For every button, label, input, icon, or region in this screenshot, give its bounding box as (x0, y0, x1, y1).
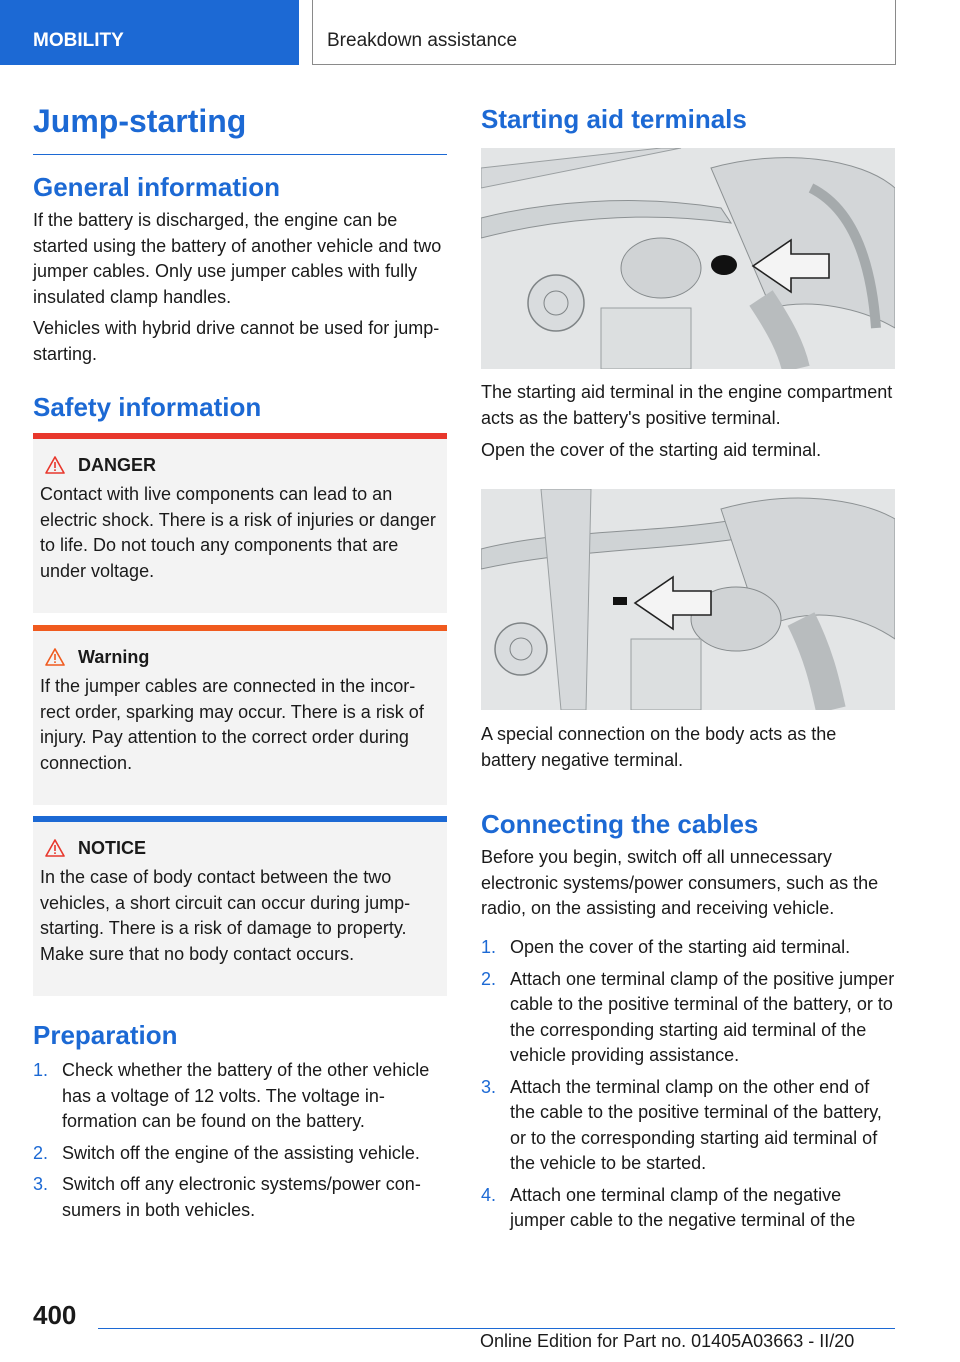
step-number: 3. (481, 1076, 497, 1097)
notice-title: NOTICE (78, 838, 147, 858)
cables-intro: Before you begin, switch off all unnecessary electronic systems/power consumers, such as the radio, on the assisting and receiving vehicle. (481, 847, 879, 918)
danger-bar (33, 433, 447, 439)
step-number: 1. (481, 937, 497, 957)
step-text: Switch off any electronic systems/power consumers in both vehicles. (62, 1174, 421, 1220)
step-text: Attach one terminal clamp of the positive jumper cable to the positive terminal of the battery, or to the corresponding starting aid terminal of the vehicle providing assistance. (510, 968, 895, 1065)
step-text: Attach the terminal clamp on the other end of the cable to the positive terminal of the battery, or to the corresponding starting aid terminal of the vehicle to be started. (510, 1076, 882, 1173)
danger-box (33, 433, 447, 613)
danger-text: Contact with live components can lead to an electric shock. There is a risk of injuries or danger to life. Do not touch any components that are under voltage. (40, 484, 436, 581)
photo2-caption: A special connection on the body acts as the battery negative terminal. (481, 724, 837, 770)
step-number: 1. (33, 1060, 49, 1080)
warning-box (33, 625, 447, 805)
preparation-steps (33, 1058, 447, 1229)
list-item (33, 1172, 447, 1223)
engine-photo-positive (481, 148, 895, 369)
photo1-caption: The starting aid terminal in the engine compartment acts as the battery's positive terminal. (481, 382, 893, 428)
engine-illustration (481, 148, 895, 369)
step-text: Open the cover of the starting aid terminal. (510, 937, 851, 957)
list-item (481, 1183, 895, 1234)
chapter-tab (312, 0, 896, 65)
notice-text: In the case of body contact between the two vehicles, a short circuit can occur during jump-starting. There is a risk of damage to property. Make sure that no body contact occurs. (40, 867, 411, 964)
preparation-heading: Preparation (33, 1020, 178, 1050)
engine-illustration (481, 489, 895, 710)
list-item (33, 1058, 447, 1135)
step-text: Attach one terminal clamp of the negative jumper cable to the negative terminal of the (510, 1184, 856, 1230)
page-title: Jump-starting (33, 103, 447, 155)
warning-triangle-icon (45, 839, 65, 857)
section-tab (0, 0, 299, 65)
list-item (481, 1075, 895, 1177)
general-heading: General information (33, 172, 281, 202)
edition-info: Online Edition for Part no. 01405A03663 - II/20 (480, 1331, 855, 1351)
general-paragraph-1: If the battery is discharged, the engine can be started using the battery of another vehicle and two jumper cables. Only use jumper cables with fully insulated clamp handles. (33, 210, 442, 307)
notice-box (33, 816, 447, 996)
warning-text: If the jumper cables are connected in the incorrect order, sparking may occur. There is a risk of injury. Pay attention to the correct order during connection. (40, 676, 424, 773)
warning-bar (33, 625, 447, 631)
general-paragraph-2: Vehicles with hybrid drive cannot be used for jump-starting. (33, 318, 440, 364)
warning-title: Warning (78, 647, 150, 667)
step-text: Switch off the engine of the assisting vehicle. (62, 1142, 420, 1163)
footer-divider (98, 1328, 895, 1329)
chapter-label: Breakdown assistance (327, 30, 518, 51)
safety-heading: Safety information (33, 392, 262, 422)
section-label: MOBILITY (33, 30, 124, 51)
list-item (481, 967, 895, 1069)
step-number: 4. (481, 1184, 497, 1205)
warning-triangle-icon (45, 456, 65, 474)
engine-photo-negative (481, 489, 895, 710)
page-number: 400 (33, 1300, 77, 1330)
terminals-heading: Starting aid terminals (481, 104, 747, 134)
step-text: Check whether the battery of the other vehicle has a voltage of 12 volts. The voltage information can be found on the battery. (62, 1060, 430, 1131)
step-number: 2. (33, 1142, 49, 1163)
danger-title: DANGER (78, 455, 157, 475)
step-number: 2. (481, 968, 497, 989)
warning-triangle-icon (45, 648, 65, 666)
list-item (33, 1141, 447, 1167)
cables-heading: Connecting the cables (481, 809, 759, 839)
step-number: 3. (33, 1174, 49, 1194)
list-item (481, 935, 895, 961)
photo1-caption-2: Open the cover of the starting aid terminal. (481, 440, 822, 460)
cables-steps (481, 935, 895, 1240)
notice-bar (33, 816, 447, 822)
